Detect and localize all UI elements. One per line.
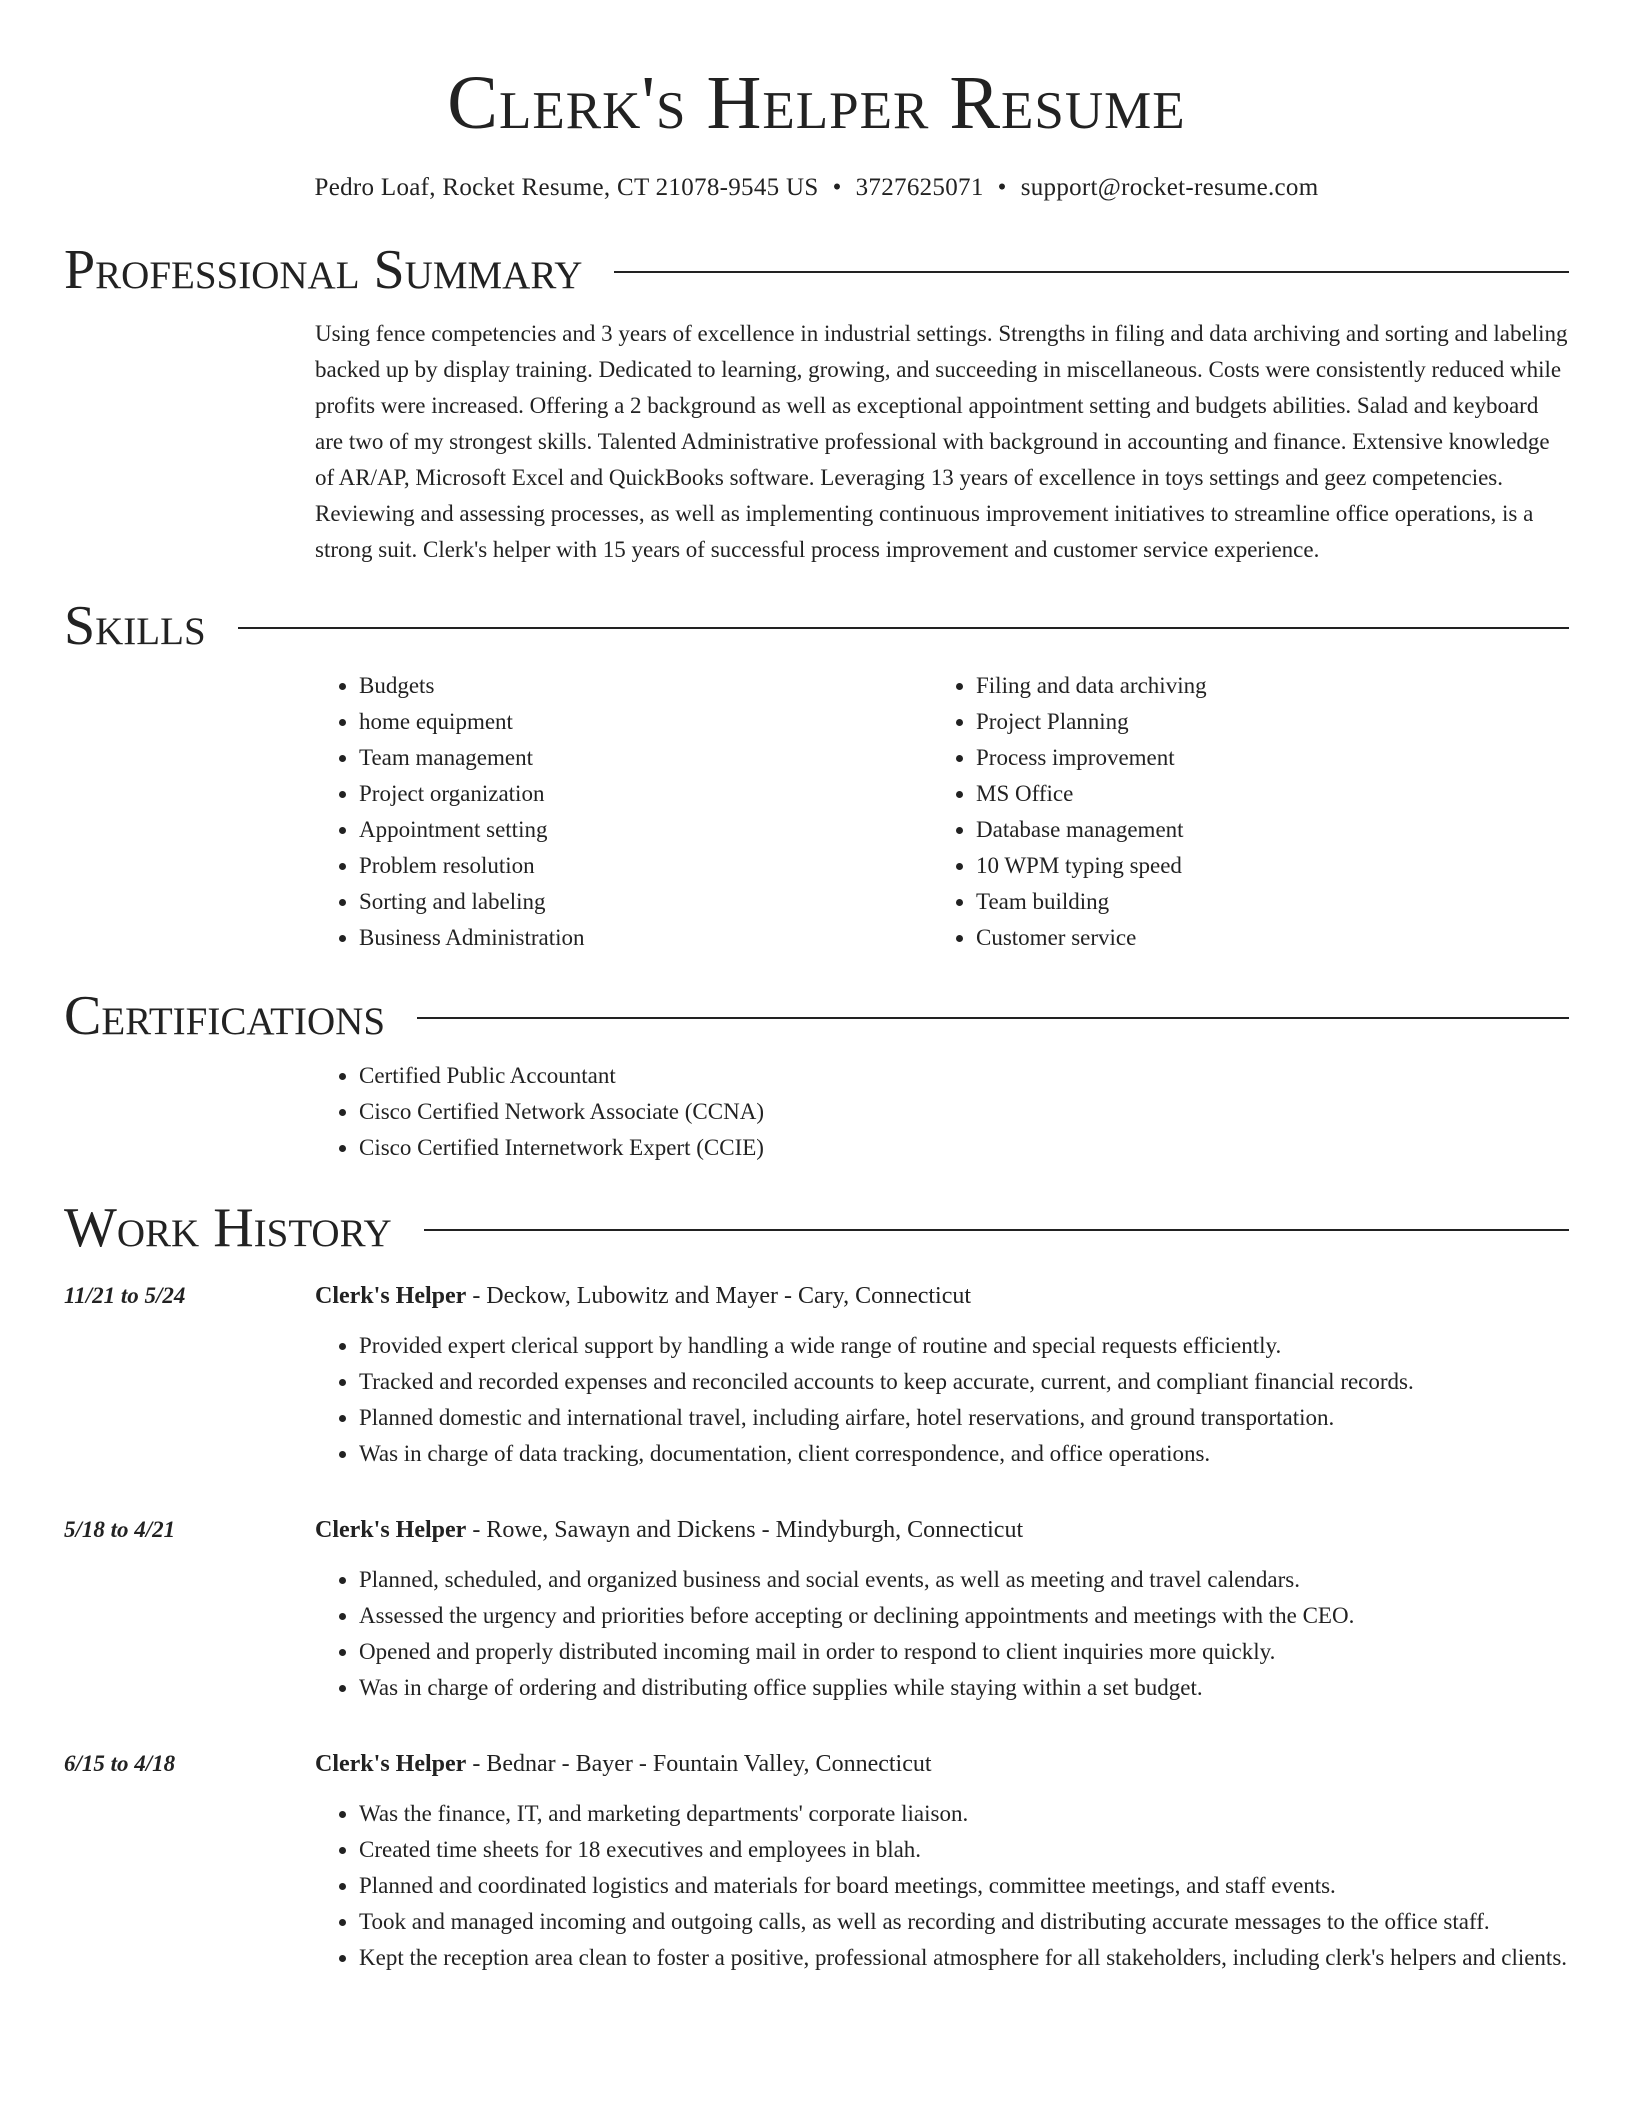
certification-item: • Certified Public Accountant — [359, 1058, 1569, 1094]
work-history-heading: Work History — [64, 1197, 392, 1259]
summary-section-header — [64, 238, 1569, 302]
contact-separator: • — [997, 174, 1007, 201]
section-divider — [424, 1229, 1569, 1231]
section-divider — [614, 271, 1569, 273]
summary-text: Using fence competencies and 3 years of excellence in industrial settings. Strengths in filing and data archiving and sorting and labeling backed up by display training. Dedicated to learning, growing, and succeeding in miscellaneous. Costs were consistently reduced while profits were increased. Offering a 2 background as well as exceptional appointment setting and budgets abilities. Salad and keyboard are two of my strongest skills. Talented Administrative professional with background in accounting and finance. Extensive knowledge of AR/AP, Microsoft Excel and QuickBooks software. Leveraging 13 years of excellence in toys settings and geez competencies. Reviewing and assessing processes, as well as implementing continuous improvement initiatives to streamline office operations, is a strong suit. Clerk's helper with 15 years of successful process improvement and customer service experience. — [315, 321, 1568, 562]
job-duty: • Planned and coordinated logistics and materials for board meetings, committee meetings, and staff events. — [359, 1868, 1569, 1904]
skills-heading: Skills — [64, 595, 206, 657]
section-divider — [417, 1017, 1569, 1019]
job-duties — [315, 1562, 1569, 1706]
skill-item: • Team building — [976, 884, 1549, 920]
skill-item: • Problem resolution — [359, 848, 932, 884]
job-duty: • Kept the reception area clean to foster a positive, professional atmosphere for all stakeholders, including clerk's helpers and clients. — [359, 1940, 1569, 1976]
certifications-list — [315, 1058, 1569, 1166]
job-dates: 5/18 to 4/21 — [64, 1517, 176, 1542]
job-dates: 6/15 to 4/18 — [64, 1751, 176, 1776]
skill-item: • home equipment — [359, 704, 932, 740]
skill-item: • Filing and data archiving — [976, 668, 1549, 704]
skill-item: • Business Administration — [359, 920, 932, 956]
job-entry — [64, 1278, 1569, 1472]
job-duty: • Was in charge of data tracking, documentation, client correspondence, and office operations. — [359, 1436, 1569, 1472]
contact-email: support@rocket-resume.com — [1020, 174, 1319, 201]
job-duties — [315, 1328, 1569, 1472]
job-duty: • Opened and properly distributed incoming mail in order to respond to client inquiries more quickly. — [359, 1634, 1569, 1670]
job-employer-location: - Bednar - Bayer - Fountain Valley, Connecticut — [466, 1751, 932, 1777]
job-body — [315, 1278, 1569, 1472]
job-entry — [64, 1512, 1569, 1706]
certifications-heading: Certifications — [64, 985, 386, 1047]
skill-item: • Sorting and labeling — [359, 884, 932, 920]
job-title: Clerk's Helper — [315, 1517, 467, 1543]
section-divider — [238, 627, 1569, 629]
job-dates: 11/21 to 5/24 — [64, 1283, 186, 1308]
skill-item: • MS Office — [976, 776, 1549, 812]
resume-page — [64, 0, 1569, 1976]
skill-item: • 10 WPM typing speed — [976, 848, 1549, 884]
certifications-section-header — [64, 984, 1569, 1048]
job-duties — [315, 1796, 1569, 1976]
skill-item: • Database management — [976, 812, 1549, 848]
contact-phone: 3727625071 — [855, 174, 984, 201]
job-title: Clerk's Helper — [315, 1751, 467, 1777]
skills-column-right — [932, 668, 1549, 956]
job-body — [315, 1746, 1569, 1976]
job-duty: • Was in charge of ordering and distributing office supplies while staying within a set budget. — [359, 1670, 1569, 1706]
job-heading — [315, 1512, 1569, 1548]
work-history-section-header — [64, 1196, 1569, 1260]
job-duty: • Created time sheets for 18 executives and employees in blah. — [359, 1832, 1569, 1868]
job-employer-location: - Deckow, Lubowitz and Mayer - Cary, Connecticut — [466, 1283, 972, 1309]
job-body — [315, 1512, 1569, 1706]
job-duty: • Assessed the urgency and priorities before accepting or declining appointments and meetings with the CEO. — [359, 1598, 1569, 1634]
skill-item: • Customer service — [976, 920, 1549, 956]
skills-section-header — [64, 594, 1569, 658]
job-title: Clerk's Helper — [315, 1283, 467, 1309]
skills-column-left — [315, 668, 932, 956]
job-duty: • Took and managed incoming and outgoing calls, as well as recording and distributing accurate messages to the office staff. — [359, 1904, 1569, 1940]
job-duty: • Tracked and recorded expenses and reconciled accounts to keep accurate, current, and compliant financial records. — [359, 1364, 1569, 1400]
contact-line — [64, 174, 1569, 202]
certification-item: • Cisco Certified Internetwork Expert (CCIE) — [359, 1130, 1569, 1166]
skill-item: • Budgets — [359, 668, 932, 704]
job-heading — [315, 1746, 1569, 1782]
summary-heading: Professional Summary — [64, 239, 583, 301]
skill-item: • Project Planning — [976, 704, 1549, 740]
resume-title: Clerk's Helper Resume — [447, 61, 1186, 145]
contact-separator: • — [832, 174, 842, 201]
job-duty: • Planned domestic and international travel, including airfare, hotel reservations, and ground transportation. — [359, 1400, 1569, 1436]
skill-item: • Team management — [359, 740, 932, 776]
skill-item: • Appointment setting — [359, 812, 932, 848]
contact-address: Pedro Loaf, Rocket Resume, CT 21078-9545 US — [314, 174, 819, 201]
skill-item: • Process improvement — [976, 740, 1549, 776]
job-duty: • Planned, scheduled, and organized business and social events, as well as meeting and travel calendars. — [359, 1562, 1569, 1598]
job-entry — [64, 1746, 1569, 1976]
skill-item: • Project organization — [359, 776, 932, 812]
certification-item: • Cisco Certified Network Associate (CCNA) — [359, 1094, 1569, 1130]
job-employer-location: - Rowe, Sawayn and Dickens - Mindyburgh, Connecticut — [466, 1517, 1024, 1543]
job-duty: • Provided expert clerical support by handling a wide range of routine and special requests efficiently. — [359, 1328, 1569, 1364]
job-duty: • Was the finance, IT, and marketing departments' corporate liaison. — [359, 1796, 1569, 1832]
skills-list — [315, 668, 1569, 956]
job-heading — [315, 1278, 1569, 1314]
